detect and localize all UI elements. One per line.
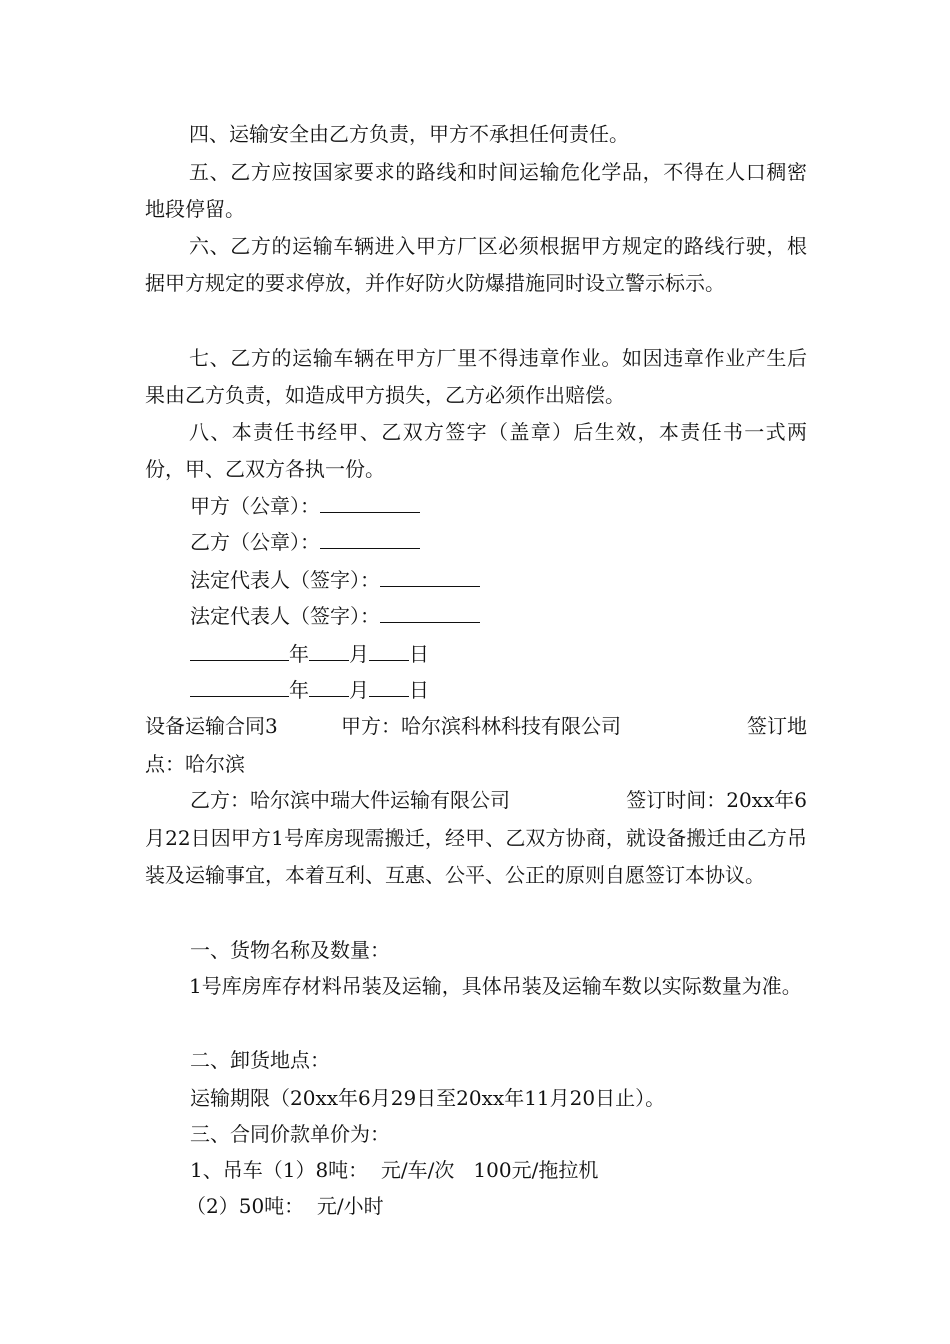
party-b-seal-line xyxy=(190,524,420,561)
year-blank-1 xyxy=(190,638,289,661)
legal-rep-line-1 xyxy=(190,562,480,599)
signing-place-value: 点：哈尔滨 xyxy=(145,752,245,776)
legal-rep-blank-2 xyxy=(380,600,480,623)
section-1-body: 1号库房库存材料吊装及运输，具体吊装及运输车数以实际数量为准。 xyxy=(189,974,802,998)
contract-party-a: 甲方：哈尔滨科林科技有限公司 xyxy=(341,714,621,738)
party-a-seal-label: 甲方（公章）： xyxy=(190,494,320,518)
section-3-title: 三、合同价款单价为： xyxy=(190,1122,390,1146)
party-a-seal-line xyxy=(190,488,420,525)
month-blank-2 xyxy=(309,674,349,697)
contract-title: 设备运输合同3 xyxy=(145,714,278,738)
year-blank-2 xyxy=(190,674,289,697)
contract-intro: 月22日因甲方1号库房现需搬迁，经甲、乙双方协商，就设备搬迁由乙方吊装及运输事宜，本着互利、互惠、公平、公正的原则自愿签订本协议。 xyxy=(145,826,807,887)
day-blank-2 xyxy=(369,674,409,697)
month-blank-1 xyxy=(309,638,349,661)
year-label-1: 年 xyxy=(289,642,309,666)
clause-6: 六、乙方的运输车辆进入甲方厂区必须根据甲方规定的路线行驶，根据甲方规定的要求停放，并作好防火防爆措施同时设立警示标示。 xyxy=(145,234,807,295)
month-label-1: 月 xyxy=(349,642,369,666)
section-2-body: 运输期限（20xx年6月29日至20xx年11月20日止）。 xyxy=(190,1086,666,1110)
signing-place-label: 签订地 xyxy=(747,714,807,738)
contract-party-b: 乙方：哈尔滨中瑞大件运输有限公司 xyxy=(190,788,510,812)
legal-rep-label-1: 法定代表人（签字）： xyxy=(190,568,380,592)
legal-rep-label-2: 法定代表人（签字）： xyxy=(190,604,380,628)
day-blank-1 xyxy=(369,638,409,661)
clause-5: 五、乙方应按国家要求的路线和时间运输危化学品，不得在人口稠密地段停留。 xyxy=(145,160,807,221)
date-line-1 xyxy=(190,636,429,673)
day-label-1: 日 xyxy=(409,642,429,666)
party-a-seal-blank xyxy=(320,490,420,513)
price-item-2: （2）50吨： 元/小时 xyxy=(186,1194,384,1218)
section-2-title: 二、卸货地点： xyxy=(190,1048,330,1072)
clause-8: 八、本责任书经甲、乙双方签字（盖章）后生效，本责任书一式两份，甲、乙双方各执一份。 xyxy=(145,420,807,481)
clause-7: 七、乙方的运输车辆在甲方厂里不得违章作业。如因违章作业产生后果由乙方负责，如造成甲方损失，乙方必须作出赔偿。 xyxy=(145,346,807,407)
price-item-1: 1、吊车（1）8吨： 元/车/次 100元/拖拉机 xyxy=(190,1158,599,1182)
date-line-2 xyxy=(190,672,429,709)
year-label-2: 年 xyxy=(289,678,309,702)
party-b-seal-label: 乙方（公章）： xyxy=(190,530,320,554)
legal-rep-blank-1 xyxy=(380,564,480,587)
month-label-2: 月 xyxy=(349,678,369,702)
legal-rep-line-2 xyxy=(190,598,480,635)
signing-time: 签订时间：20xx年6 xyxy=(626,788,807,812)
clause-4: 四、运输安全由乙方负责，甲方不承担任何责任。 xyxy=(189,122,629,146)
day-label-2: 日 xyxy=(409,678,429,702)
party-b-seal-blank xyxy=(320,526,420,549)
section-1-title: 一、货物名称及数量： xyxy=(190,938,390,962)
